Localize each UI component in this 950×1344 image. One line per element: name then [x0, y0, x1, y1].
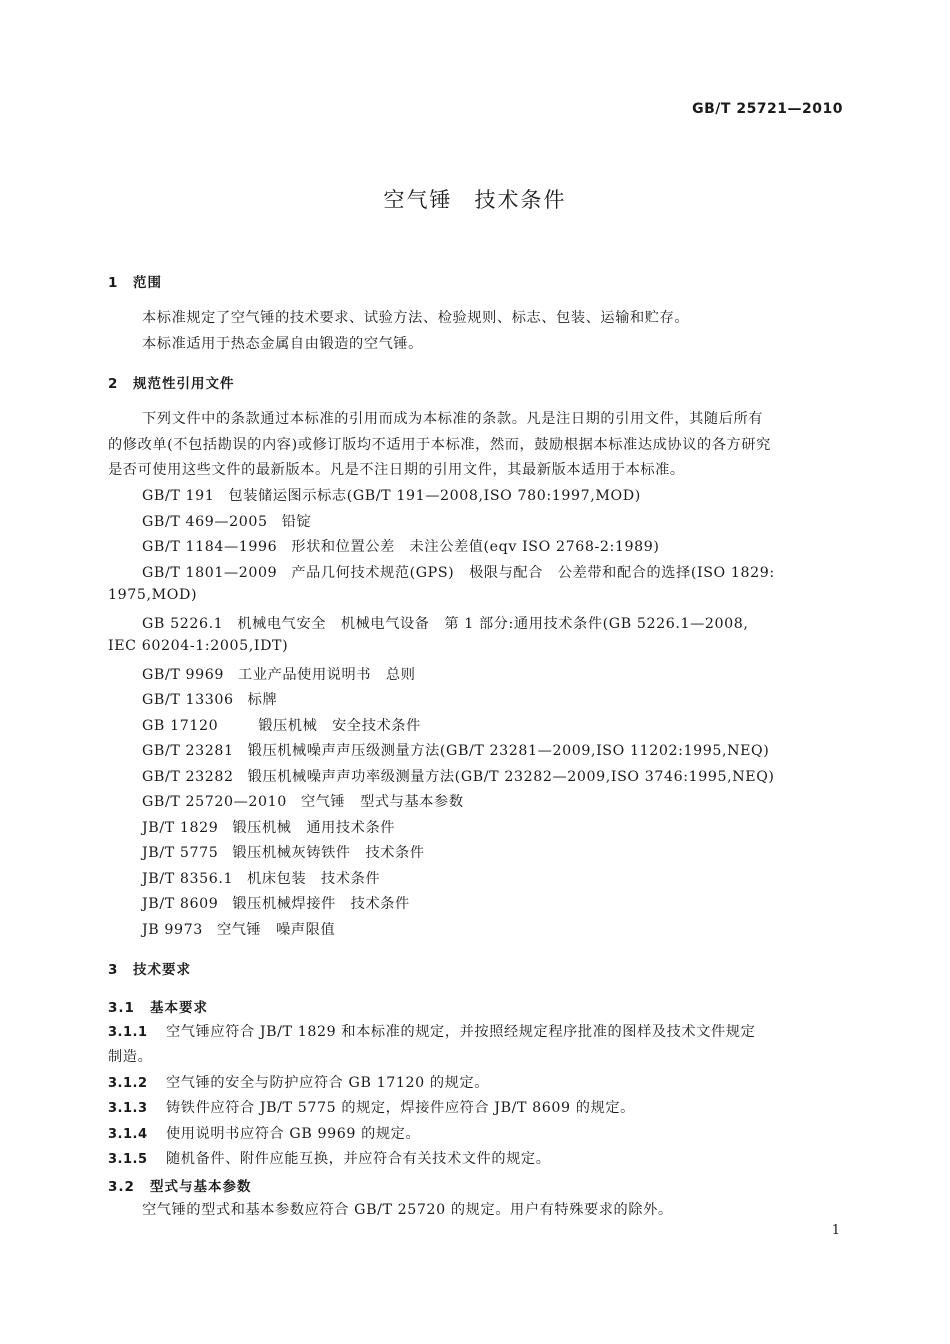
section-1-heading: 1 范围	[108, 275, 162, 291]
reference-item: JB/T 8356.1 机床包装 技术条件	[142, 871, 381, 887]
reference-item: GB/T 23282 锻压机械噪声声功率级测量方法(GB/T 23282—2009,ISO 3746:1995,NEQ)	[142, 769, 775, 785]
reference-item: GB/T 9969 工业产品使用说明书 总则	[142, 667, 416, 683]
section-3-heading: 3 技术要求	[108, 962, 191, 978]
standard-code: GB/T 25721—2010	[692, 101, 843, 117]
section-2-heading: 2 规范性引用文件	[108, 376, 235, 392]
clause: 3.1.1 空气锤应符合 JB/T 1829 和本标准的规定，并按照经规定程序批准的图样及技术文件规定	[108, 1024, 756, 1040]
reference-item: GB/T 1801—2009 产品几何技术规范(GPS) 极限与配合 公差带和配合的选择(ISO 1829:	[142, 565, 775, 581]
reference-item: GB 5226.1 机械电气安全 机械电气设备 第 1 部分:通用技术条件(GB 5226.1—2008,	[142, 616, 749, 632]
reference-item: GB/T 23281 锻压机械噪声声压级测量方法(GB/T 23281—2009,ISO 11202:1995,NEQ)	[142, 743, 770, 759]
reference-item: JB 9973 空气锤 噪声限值	[142, 922, 336, 938]
subsection-3-2-text: 空气锤的型式和基本参数应符合 GB/T 25720 的规定。用户有特殊要求的除外。	[142, 1202, 673, 1218]
clause: 3.1.3 铸铁件应符合 JB/T 5775 的规定，焊接件应符合 JB/T 8609 的规定。	[108, 1100, 635, 1116]
clause: 3.1.5 随机备件、附件应能互换，并应符合有关技术文件的规定。	[108, 1151, 551, 1167]
title-part2: 技术条件	[474, 188, 567, 212]
reference-item: GB/T 25720—2010 空气锤 型式与基本参数	[142, 794, 464, 810]
title-part1: 空气锤	[383, 188, 453, 212]
subsection-3-2-heading: 3.2 型式与基本参数	[108, 1179, 252, 1195]
clause: 3.1.4 使用说明书应符合 GB 9969 的规定。	[108, 1126, 421, 1142]
reference-item: GB/T 1184—1996 形状和位置公差 未注公差值(eqv ISO 2768-2:1989)	[142, 539, 660, 555]
reference-item: GB 17120 锻压机械 安全技术条件	[142, 718, 421, 734]
document-title	[0, 184, 950, 214]
reference-item: JB/T 8609 锻压机械焊接件 技术条件	[142, 896, 410, 912]
reference-item-continuation: IEC 60204-1:2005,IDT)	[108, 638, 289, 654]
reference-item: GB/T 469—2005 铅锭	[142, 514, 312, 530]
reference-item: JB/T 5775 锻压机械灰铸铁件 技术条件	[142, 845, 425, 861]
section-1-paragraph: 本标准规定了空气锤的技术要求、试验方法、检验规则、标志、包装、运输和贮存。	[142, 310, 690, 326]
page-number: 1	[831, 1223, 840, 1238]
section-2-intro-line: 下列文件中的条款通过本标准的引用而成为本标准的条款。凡是注日期的引用文件，其随后所有	[142, 411, 764, 427]
section-1-paragraph: 本标准适用于热态金属自由锻造的空气锤。	[142, 336, 423, 352]
reference-item: GB/T 13306 标牌	[142, 692, 278, 708]
clause: 3.1.2 空气锤的安全与防护应符合 GB 17120 的规定。	[108, 1075, 490, 1091]
section-2-intro-line: 是否可使用这些文件的最新版本。凡是不注日期的引用文件，其最新版本适用于本标准。	[108, 462, 685, 478]
reference-item: JB/T 1829 锻压机械 通用技术条件	[142, 820, 396, 836]
reference-item-continuation: 1975,MOD)	[108, 587, 198, 603]
section-2-intro-line: 的修改单(不包括勘误的内容)或修订版均不适用于本标准，然而，鼓励根据本标准达成协议的各方研究	[108, 437, 771, 453]
subsection-3-1-heading: 3.1 基本要求	[108, 1000, 208, 1016]
clause-continuation: 制造。	[108, 1049, 153, 1065]
reference-item: GB/T 191 包装储运图示标志(GB/T 191—2008,ISO 780:1997,MOD)	[142, 488, 641, 504]
